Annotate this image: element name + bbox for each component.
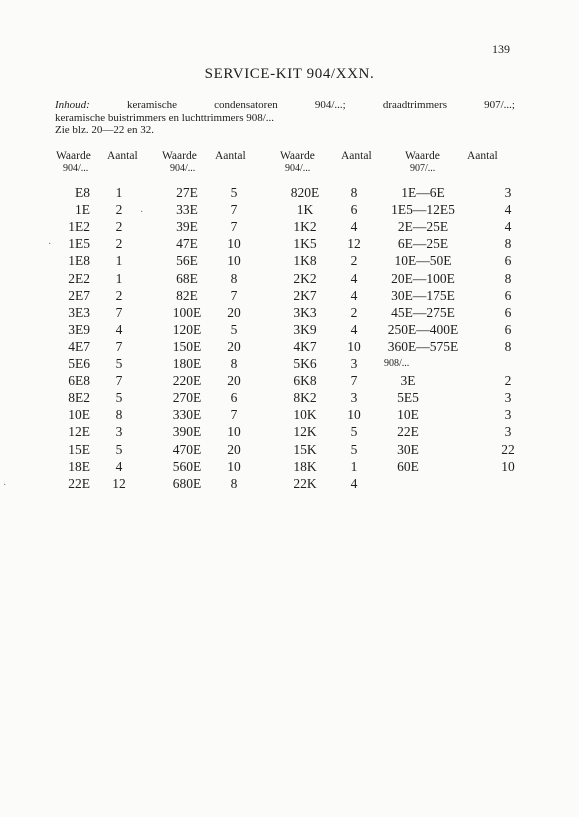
cell-aantal: 8: [504, 270, 512, 286]
column-header-waarde: Waarde: [162, 150, 197, 162]
column-header-waarde: Waarde: [280, 150, 315, 162]
speck: ·: [140, 207, 144, 218]
cell-waarde: 3E: [400, 373, 416, 389]
intro-word: draadtrimmers: [382, 99, 447, 111]
cell-waarde: 22E: [68, 475, 90, 491]
page-title: SERVICE-KIT 904/XXN.: [204, 66, 375, 82]
cell-aantal: 10: [227, 424, 241, 440]
cell-waarde: 680E: [172, 475, 202, 491]
cell-waarde: 6E—25E: [397, 236, 449, 252]
cell-waarde: 15K: [293, 441, 317, 457]
cell-aantal: 12: [112, 475, 126, 491]
cell-waarde: 390E: [172, 424, 202, 440]
cell-waarde: 100E: [172, 304, 202, 320]
cell-waarde: 10K: [293, 407, 317, 423]
intro-line-1: [55, 99, 515, 112]
cell-aantal: 10: [227, 253, 241, 269]
cell-waarde: 270E: [172, 390, 202, 406]
cell-aantal: 3: [504, 424, 512, 440]
cell-waarde: 1K: [296, 202, 314, 218]
cell-waarde: 5E6: [68, 356, 90, 371]
intro-label: Inhoud:: [55, 99, 90, 111]
cell-waarde: 3K3: [293, 304, 317, 320]
cell-waarde: 330E: [172, 407, 202, 423]
cell-aantal: 6: [504, 321, 512, 337]
cell-aantal: 8: [350, 185, 358, 200]
page-number: 139: [492, 42, 510, 56]
cell-aantal: 1: [115, 253, 123, 269]
cell-aantal: 7: [230, 287, 238, 303]
cell-aantal: 2: [115, 219, 123, 235]
cell-waarde: 4E7: [68, 338, 90, 354]
cell-aantal: 4: [350, 287, 358, 303]
cell-aantal: 8: [115, 407, 123, 423]
cell-waarde: 820E: [290, 185, 320, 200]
cell-aantal: 22: [501, 441, 515, 457]
cell-waarde: 15E: [68, 441, 90, 457]
cell-aantal: 10: [227, 458, 241, 474]
cell-waarde: 68E: [176, 270, 198, 286]
column-header-aantal: Aantal: [107, 150, 138, 162]
cell-aantal: 6: [350, 202, 358, 218]
column-header-waarde: Waarde: [405, 150, 440, 162]
cell-aantal: 3: [504, 185, 512, 200]
cell-aantal: 10: [227, 236, 241, 252]
cell-waarde: E8: [75, 185, 90, 200]
cell-aantal: 5: [115, 441, 123, 457]
cell-aantal: 1: [350, 458, 358, 474]
cell-waarde: 1K8: [293, 253, 317, 269]
cell-aantal: 2: [350, 253, 358, 269]
cell-aantal: 7: [350, 373, 358, 389]
cell-aantal: 12: [347, 236, 361, 252]
cell-waarde: 1E2: [68, 219, 90, 235]
cell-waarde: 1E5—12E5: [391, 202, 455, 218]
intro-word: condensatoren: [214, 99, 278, 111]
cell-waarde: 45E—275E: [391, 304, 455, 320]
cell-aantal: 8: [504, 338, 512, 354]
cell-aantal: 5: [115, 390, 123, 406]
cell-aantal: 8: [230, 475, 238, 491]
cell-waarde: 3E9: [68, 321, 90, 337]
cell-aantal: 10: [347, 407, 361, 423]
cell-aantal: 8: [504, 236, 512, 252]
cell-waarde: 4K7: [293, 338, 317, 354]
cell-waarde: 2K7: [293, 287, 317, 303]
cell-aantal: 20: [227, 338, 241, 354]
cell-aantal: 10: [347, 338, 361, 354]
cell-aantal: 6: [504, 253, 512, 269]
cell-aantal: 5: [115, 356, 123, 371]
cell-aantal: 7: [115, 304, 123, 320]
cell-waarde: 82E: [176, 287, 198, 303]
cell-aantal: 2: [350, 304, 358, 320]
column-header-aantal: Aantal: [215, 150, 246, 162]
cell-aantal: 4: [350, 475, 358, 491]
cell-waarde: 470E: [172, 441, 202, 457]
intro-word: 904/...;: [314, 99, 346, 111]
cell-waarde: 30E—175E: [391, 287, 455, 303]
cell-aantal: 3: [504, 407, 512, 423]
cell-aantal: 4: [115, 321, 123, 337]
cell-waarde: 3E3: [68, 304, 90, 320]
cell-aantal: 4: [504, 219, 512, 235]
cell-aantal: 4: [504, 202, 512, 218]
cell-waarde: 1K2: [293, 219, 317, 235]
cell-waarde: 39E: [176, 219, 198, 235]
cell-waarde: 2E—25E: [397, 219, 449, 235]
cell-aantal: 4: [350, 219, 358, 235]
cell-aantal: 5: [350, 424, 358, 440]
cell-aantal: 1: [115, 270, 123, 286]
cell-aantal: 8: [230, 356, 238, 371]
cell-waarde: 250E—400E: [387, 321, 459, 337]
cell-aantal: 3: [504, 390, 512, 406]
intro-line-3: Zie blz. 20—22 en 32.: [55, 124, 154, 136]
column-header-aantal: Aantal: [341, 150, 372, 162]
cell-aantal: 2: [115, 236, 123, 252]
cell-waarde: 360E—575E: [387, 338, 459, 354]
cell-aantal: 5: [230, 185, 238, 200]
cell-waarde: 150E: [172, 338, 202, 354]
column-header-aantal: Aantal: [467, 150, 498, 162]
cell-waarde: 47E: [176, 236, 198, 252]
cell-waarde: 56E: [176, 253, 198, 269]
intro-word: 907/...;: [484, 99, 515, 111]
cell-waarde: 12K: [293, 424, 317, 440]
section-label-908: 908/...: [384, 358, 410, 369]
cell-aantal: 3: [115, 424, 123, 440]
cell-aantal: 6: [230, 390, 238, 406]
speck: ·: [48, 239, 52, 250]
column-header-waarde: Waarde: [56, 150, 91, 162]
cell-aantal: 20: [227, 373, 241, 389]
cell-aantal: 5: [230, 321, 238, 337]
cell-aantal: 8: [230, 270, 238, 286]
cell-aantal: 3: [350, 390, 358, 406]
column-group-label: 904/...: [170, 163, 196, 174]
cell-aantal: 20: [227, 441, 241, 457]
cell-waarde: 2E7: [68, 287, 90, 303]
cell-waarde: 6E8: [68, 373, 90, 389]
cell-aantal: 20: [227, 304, 241, 320]
cell-waarde: 3K9: [293, 321, 317, 337]
cell-aantal: 6: [504, 287, 512, 303]
cell-waarde: 20E—100E: [391, 270, 455, 286]
cell-waarde: 2K2: [293, 270, 317, 286]
cell-waarde: 1E—6E: [401, 185, 445, 200]
cell-waarde: 12E: [68, 424, 90, 440]
cell-aantal: 2: [115, 202, 123, 218]
cell-waarde: 120E: [172, 321, 202, 337]
cell-aantal: 7: [230, 407, 238, 423]
cell-waarde: 220E: [172, 373, 202, 389]
cell-waarde: 1E: [75, 202, 90, 218]
cell-waarde: 10E: [397, 407, 419, 423]
cell-waarde: 10E—50E: [394, 253, 452, 269]
speck: ·: [3, 480, 7, 491]
cell-aantal: 1: [115, 185, 123, 200]
cell-waarde: 8K2: [293, 390, 317, 406]
cell-waarde: 60E: [397, 458, 419, 474]
cell-aantal: 2: [115, 287, 123, 303]
cell-waarde: 5K6: [293, 356, 317, 371]
intro-word: keramische: [126, 99, 178, 111]
cell-waarde: 33E: [176, 202, 198, 218]
cell-aantal: 4: [115, 458, 123, 474]
column-group-label: 904/...: [63, 163, 89, 174]
cell-waarde: 1E8: [68, 253, 90, 269]
cell-waarde: 10E: [68, 407, 90, 423]
cell-aantal: 2: [504, 373, 512, 389]
cell-waarde: 22K: [293, 475, 317, 491]
cell-waarde: 2E2: [68, 270, 90, 286]
intro-line-2: keramische buistrimmers en luchttrimmers 908/...: [55, 111, 275, 124]
cell-waarde: 30E: [397, 441, 419, 457]
cell-waarde: 6K8: [293, 373, 317, 389]
cell-waarde: 180E: [172, 356, 202, 371]
cell-waarde: 1E5: [68, 236, 90, 252]
cell-aantal: 10: [501, 458, 515, 474]
cell-aantal: 7: [230, 202, 238, 218]
cell-aantal: 4: [350, 270, 358, 286]
intro-paragraph: [55, 99, 515, 137]
cell-waarde: 8E2: [68, 390, 90, 406]
cell-waarde: 560E: [172, 458, 202, 474]
cell-aantal: 3: [350, 356, 358, 371]
cell-waarde: 5E5: [397, 390, 419, 406]
cell-waarde: 22E: [397, 424, 419, 440]
cell-aantal: 4: [350, 321, 358, 337]
components-table: [0, 150, 579, 510]
cell-aantal: 7: [230, 219, 238, 235]
column-group-label: 907/...: [410, 163, 436, 174]
cell-waarde: 18K: [293, 458, 317, 474]
cell-waarde: 1K5: [293, 236, 317, 252]
cell-aantal: 7: [115, 338, 123, 354]
cell-aantal: 7: [115, 373, 123, 389]
cell-aantal: 6: [504, 304, 512, 320]
cell-waarde: 18E: [68, 458, 90, 474]
cell-waarde: 27E: [176, 185, 198, 200]
column-group-label: 904/...: [285, 163, 311, 174]
cell-aantal: 5: [350, 441, 358, 457]
